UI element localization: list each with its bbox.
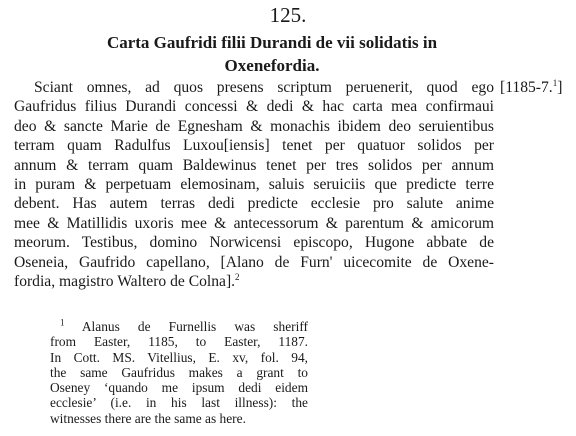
body-line-text: fordia, magistro Waltero de Colna].: [14, 273, 236, 291]
body-line: in puram & perpetuam elemosinam, saluis seruiciis que predicte terre: [14, 176, 494, 194]
body-line: mee & Matillidis uxoris mee & antecessorum & parentum & amicorum: [14, 214, 494, 232]
charter-number: 125.: [269, 3, 307, 27]
footnote-line: Oseney ‘quando me ipsum dedi eidem: [50, 380, 308, 396]
body-line: Sciant omnes, ad quos presens scriptum peruenerit, quod ego: [34, 79, 494, 96]
body-line: terram quam Radulfus Luxou[iensis] tenet per quatuor solidos per: [14, 137, 494, 155]
body-line: Oseneia, Gaufrido capellano, [Alano de Furn' uicecomite de Oxene-: [14, 253, 494, 271]
body-line: debent. Has autem terras dedi predicte ecclesie pro salute anime: [14, 195, 494, 213]
footnote-line: from Easter, 1185, to Easter, 1187.: [50, 334, 308, 350]
charter-title-line: Oxenefordia.: [224, 56, 320, 75]
charter-body: [14, 78, 494, 291]
footnote-line: the same Gaufridus makes a grant to: [50, 364, 308, 380]
body-line: meorum. Testibus, domino Norwicensi episcopo, Hugone abbate de: [14, 234, 494, 252]
footnote-reference: 1: [552, 77, 558, 88]
footnote-line: [50, 319, 308, 334]
body-line: deo & sancte Marie de Egnesham & monachis ibidem deo seruientibus: [14, 117, 494, 135]
footnote-marker: 1: [60, 317, 65, 328]
footnote: [50, 319, 308, 426]
footnote-line: In Cott. MS. Vitellius, E. xv, fol. 94,: [50, 349, 308, 365]
body-line: annum & terram quam Baldewinus tenet per tres solidos per annum: [14, 156, 494, 174]
footnote-line: witnesses there are the same as here.: [50, 410, 246, 426]
footnote-reference: 2: [235, 271, 240, 282]
body-line: Gaufridus filius Durandi concessi & dedi & hac carta mea confirmaui: [14, 98, 494, 116]
body-line-last: [14, 272, 494, 291]
footnote-line-text: Alanus de Furnellis was sheriff: [81, 319, 309, 334]
charter-date-note: [1185-7.$^1$]: [500, 77, 563, 96]
charter-date: [1185-7.: [500, 79, 553, 96]
footnote-line: ecclesie’ (i.e. in his last illness): the: [50, 395, 308, 411]
charter-title-line: Carta Gaufridi filii Durandi de vii solidatis in: [106, 33, 438, 52]
charter-title: [18, 31, 526, 77]
